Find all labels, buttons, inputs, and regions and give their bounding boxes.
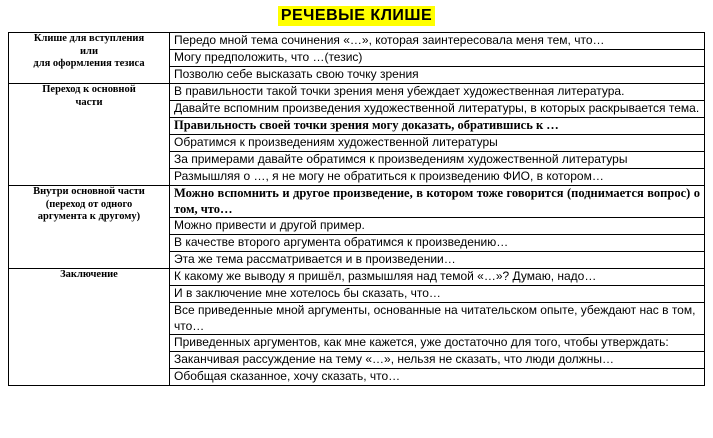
phrase-cell: И в заключение мне хотелось бы сказать, что… [170, 286, 705, 303]
section-category-cell [9, 84, 170, 186]
title-wrap [0, 6, 713, 26]
cliche-table-body [9, 33, 705, 386]
section-category-line: аргумента к другому) [37, 211, 141, 222]
phrase-cell: За примерами давайте обратимся к произведениям художественной литературы [170, 152, 705, 169]
phrase-cell: Заканчивая рассуждение на тему «…», нельзя не сказать, что люди должны… [170, 352, 705, 369]
section-category-line: (переход от одного [45, 198, 133, 210]
section-category-line: или [80, 45, 98, 57]
section-category-cell [9, 269, 170, 386]
page-title: РЕЧЕВЫЕ КЛИШЕ [278, 6, 435, 26]
phrase-cell: Приведенных аргументов, как мне кажется, уже достаточно для того, чтобы утверждать: [170, 335, 705, 352]
phrase-cell: Обратимся к произведениям художественной литературы [170, 135, 705, 152]
section-category-line: Внутри основной части [33, 186, 145, 197]
section-category-line: Заключение [60, 269, 118, 281]
phrase-cell: Позволю себе высказать свою точку зрения [170, 67, 705, 84]
section-category-cell [9, 186, 170, 269]
section-category-line: для оформления тезиса [33, 58, 145, 69]
table-row [9, 84, 705, 101]
table-row [9, 269, 705, 286]
phrase-cell: Обобщая сказанное, хочу сказать, что… [170, 369, 705, 386]
phrase-cell: Можно привести и другой пример. [170, 218, 705, 235]
phrase-cell: Правильность своей точки зрения могу доказать, обратившись к … [170, 118, 705, 135]
phrase-cell: Можно вспомнить и другое произведение, в котором тоже говорится (поднимается вопрос) о том, что… [170, 186, 705, 218]
table-row [9, 186, 705, 218]
section-category-cell [9, 33, 170, 84]
phrase-cell: Давайте вспомним произведения художественной литературы, в которых раскрывается тема. [170, 101, 705, 118]
phrase-cell: Могу предположить, что …(тезис) [170, 50, 705, 67]
phrase-cell: Все приведенные мной аргументы, основанные на читательском опыте, убеждают нас в том, что… [170, 303, 705, 335]
phrase-cell: Эта же тема рассматривается и в произведении… [170, 252, 705, 269]
section-category-line: части [75, 96, 103, 108]
section-category-line: Переход к основной [42, 84, 136, 95]
phrase-cell: Размышляя о …, я не могу не обратиться к произведению ФИО, в котором… [170, 169, 705, 186]
table-row [9, 33, 705, 50]
phrase-cell: В правильности такой точки зрения меня убеждает художественная литература. [170, 84, 705, 101]
cliche-table [8, 32, 705, 386]
section-category-line: Клише для вступления [33, 33, 145, 44]
phrase-cell: В качестве второго аргумента обратимся к произведению… [170, 235, 705, 252]
phrase-cell: Передо мной тема сочинения «…», которая заинтересовала меня тем, что… [170, 33, 705, 50]
phrase-cell: К какому же выводу я пришёл, размышляя над темой «…»? Думаю, надо… [170, 269, 705, 286]
